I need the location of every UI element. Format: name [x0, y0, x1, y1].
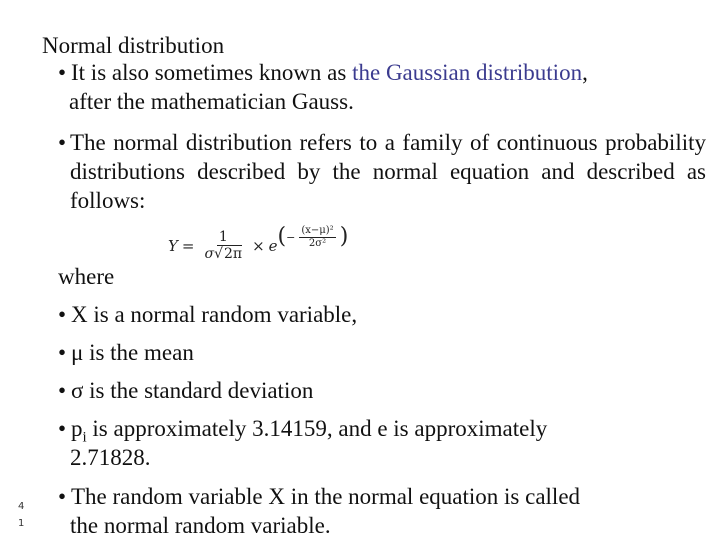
list-item: • μ is the mean [58, 340, 194, 365]
formula-exponent: ( − $\frac{\text{(x−μ)²}}{\text{2σ²}}$ ) [277, 224, 349, 249]
pi-line2: 2.71828. [70, 445, 151, 470]
bullet-text: The normal distribution refers to a family of continuous probability distributions described by the normal equation and described as follows: [70, 130, 706, 213]
formula-e: e [268, 237, 278, 255]
where-label: where [58, 264, 115, 289]
pi-sub: i [82, 429, 87, 446]
formula-denominator: σ√2π [204, 246, 243, 262]
slide-number-digit: 1 [18, 518, 25, 529]
last-line1: The random variable X in the normal equation is called [71, 484, 581, 509]
formula-lhs: Y [168, 237, 178, 255]
formula-numerator: 1 [218, 229, 228, 245]
slide-title: Normal distribution [42, 33, 225, 58]
last-line2: the normal random variable. [70, 513, 331, 538]
bullet-family [58, 128, 706, 215]
list-item-text: μ is the mean [71, 340, 194, 365]
list-item-text: σ is the standard deviation [71, 378, 314, 403]
list-item-last: • The random variable X in the normal equation is called the normal random variable. [58, 482, 708, 540]
normal-equation [168, 226, 348, 266]
list-item-text: X is a normal random variable, [71, 302, 358, 327]
bullet-text-comma: , [582, 60, 588, 85]
list-item: • X is a normal random variable, [58, 302, 358, 327]
formula-fraction [202, 229, 244, 263]
list-item: • σ is the standard deviation [58, 378, 314, 403]
pi-rest: is approximately 3.14159, and e is approximately [86, 416, 548, 441]
bullet-gaussian [58, 58, 708, 116]
formula-times: × [252, 237, 265, 255]
bullet-dot: • [58, 130, 67, 155]
bullet-text-line2: after the mathematician Gauss. [69, 89, 354, 114]
gaussian-highlight: the Gaussian distribution [352, 60, 583, 85]
bullet-text: It is also sometimes known as [71, 60, 353, 85]
formula-equals: = [181, 237, 195, 255]
pi-main: p [71, 416, 83, 441]
bullet-dot: • [58, 60, 67, 85]
slide-number-digit: 4 [18, 501, 25, 512]
list-item-pi: • $p_i$ is approximately 3.14159, and e is approximately 2.71828. [58, 414, 708, 472]
